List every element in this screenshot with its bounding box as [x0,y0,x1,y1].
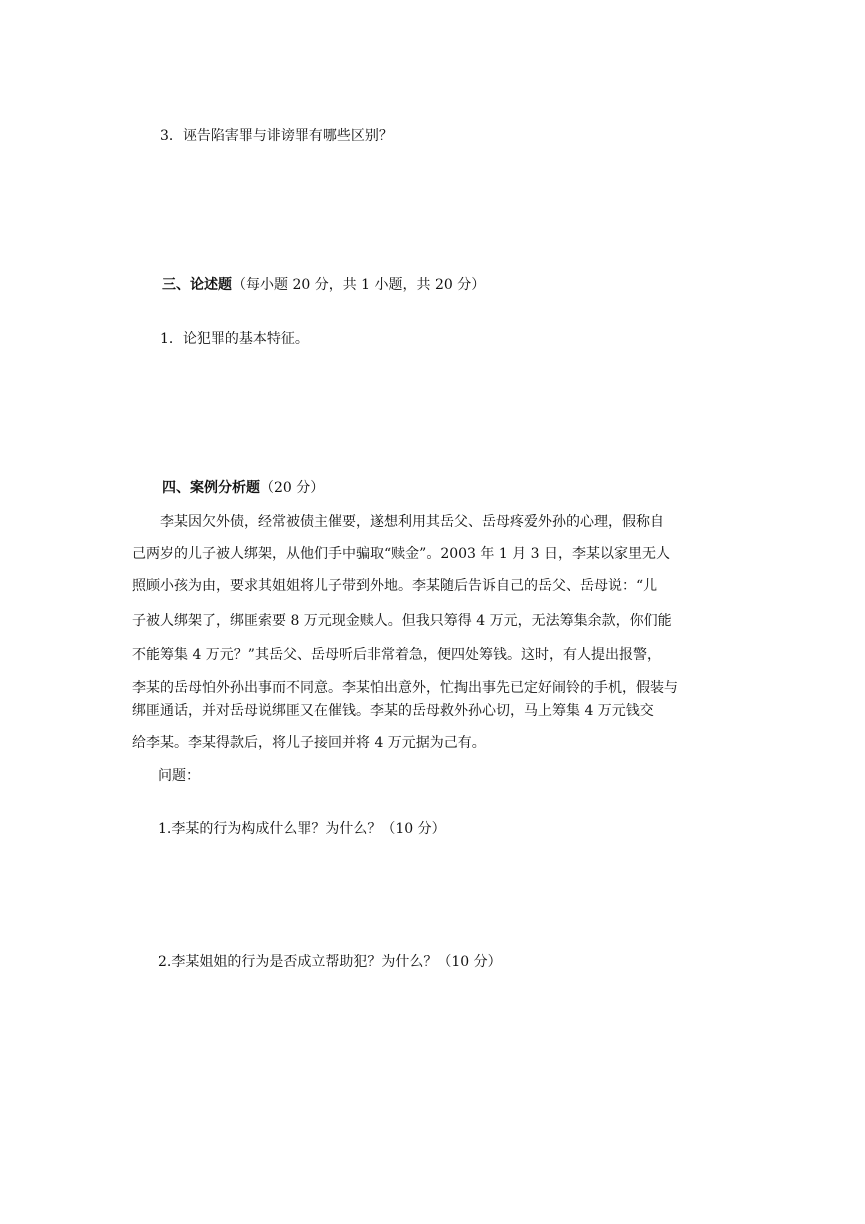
case-line: 给李某。李某得款后，将儿子接回并将 4 万元据为己有。 [132,735,486,751]
case-line: 李某的岳母怕外孙出事而不同意。李某怕出意外，忙掏出事先已定好闹铃的手机，假装与 [132,680,678,696]
essay-question-1: 1．论犯罪的基本特征。 [160,331,309,347]
case-question-1: 1.李某的行为构成什么罪？为什么？（10 分） [158,821,446,837]
section-3-heading [162,276,485,294]
case-question-2: 2.李某姐姐的行为是否成立帮助犯？为什么？（10 分） [158,954,502,970]
questions-label: 问题： [158,768,200,784]
section-4-heading [162,479,324,497]
section-4-title: 四、案例分析题 [162,480,260,496]
case-line: 子被人绑架了，绑匪索要 8 万元现金赎人。但我只筹得 4 万元，无法筹集余款，你们能 [132,613,672,629]
case-line: 照顾小孩为由，要求其姐姐将儿子带到外地。李某随后告诉自己的岳父、岳母说：“儿 [132,578,658,594]
case-line: 李某因欠外债，经常被债主催要，遂想利用其岳父、岳母疼爱外孙的心理，假称自 [160,514,664,530]
case-line: 己两岁的儿子被人绑架，从他们手中骗取“赎金”。2003 年 1 月 3 日，李某以家里无人 [132,546,671,562]
case-line: 绑匪通话，并对岳母说绑匪又在催钱。李某的岳母救外孙心切，马上筹集 4 万元钱交 [132,703,654,719]
section-3-note: （每小题 20 分，共 1 小题，共 20 分） [232,277,486,293]
section-4-note: （20 分） [260,480,325,496]
section-3-title: 三、论述题 [162,277,232,293]
case-line: 不能筹集 4 万元？”其岳父、岳母听后非常着急，便四处筹钱。这时，有人提出报警， [132,647,661,663]
question-3: 3．诬告陷害罪与诽谤罪有哪些区别？ [160,128,393,144]
